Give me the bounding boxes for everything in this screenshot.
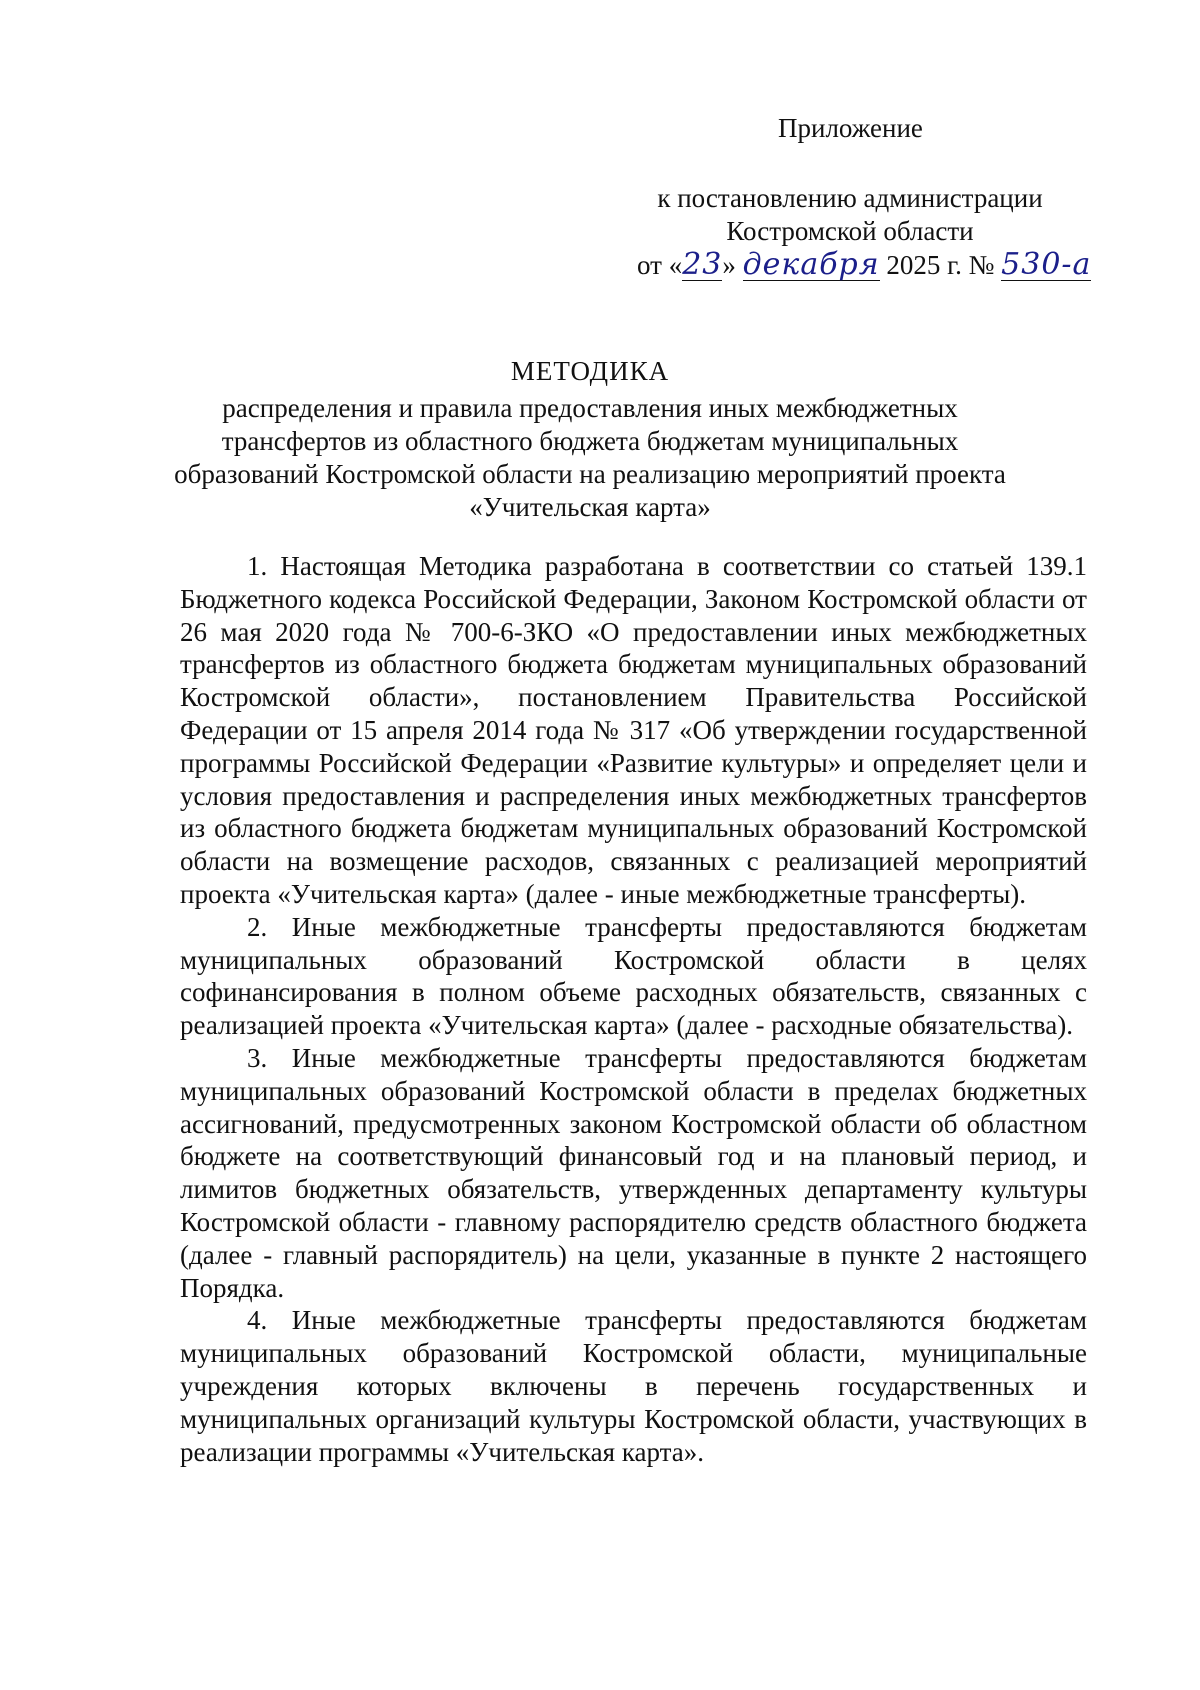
paragraph-1: 1. Настоящая Методика разработана в соответствии со статьей 139.1 Бюджетного кодекса Российской Федерации, Законом Костромской области от 26 мая 2020 года № 700-6-ЗКО «О предоставлении иных межбюджетных трансфертов из областного бюджета бюджетам муниципальных образований Костромской области», постановлением Правительства Российской Федерации от 15 апреля 2014 года № 317 «Об утверждении государственной программы Российской Федерации «Развитие культуры» и определяет цели и условия предоставления и распределения иных межбюджетных трансфертов из областного бюджета бюджетам муниципальных образований Костромской области на возмещение расходов, связанных с реализацией мероприятий проекта «Учительская карта» (далее - иные межбюджетные трансферты).: [180, 551, 1087, 909]
resolution-reference-line2: Костромской области: [726, 216, 974, 246]
appendix-label: Приложение: [778, 113, 923, 143]
year-and-number-label: 2025 г. №: [879, 250, 1002, 280]
document-body: [180, 550, 1087, 1468]
handwritten-day: 23: [682, 247, 723, 282]
resolution-date-line: [637, 249, 1091, 282]
paragraph-2: 2. Иные межбюджетные трансферты предоставляются бюджетам муниципальных образований Костромской области в целях софинансирования в полном объеме расходных обязательств, связанных с реализацией проекта «Учительская карта» (далее - расходные обязательства).: [180, 911, 1087, 1041]
document-subtitle: распределения и правила предоставления иных межбюджетных трансфертов из областного бюджета бюджетам муниципальных образований Костромской области на реализацию мероприятий проекта «Учительская карта»: [174, 393, 1006, 522]
paragraph-4: 4. Иные межбюджетные трансферты предоставляются бюджетам муниципальных образований Костромской области, муниципальные учреждения которых включены в перечень государственных и муниципальных организаций культуры Костромской области, участвующих в реализации программы «Учительская карта».: [180, 1305, 1087, 1467]
paragraph-3: 3. Иные межбюджетные трансферты предоставляются бюджетам муниципальных образований Костромской области в пределах бюджетных ассигнований, предусмотренных законом Костромской области об областном бюджете на соответствующий финансовый год и на плановый период, и лимитов бюджетных обязательств, утвержденных департаменту культуры Костромской области - главному распорядителю средств областного бюджета (далее - главный распорядитель) на цели, указанные в пункте 2 настоящего Порядка.: [180, 1042, 1087, 1303]
document-title: МЕТОДИКА: [510, 356, 670, 386]
handwritten-month: декабря: [742, 247, 880, 282]
date-prefix: от «: [637, 250, 683, 280]
handwritten-number: 530-а: [1001, 247, 1092, 282]
resolution-reference-line1: к постановлению администрации: [657, 183, 1043, 213]
date-mid: »: [722, 250, 743, 280]
